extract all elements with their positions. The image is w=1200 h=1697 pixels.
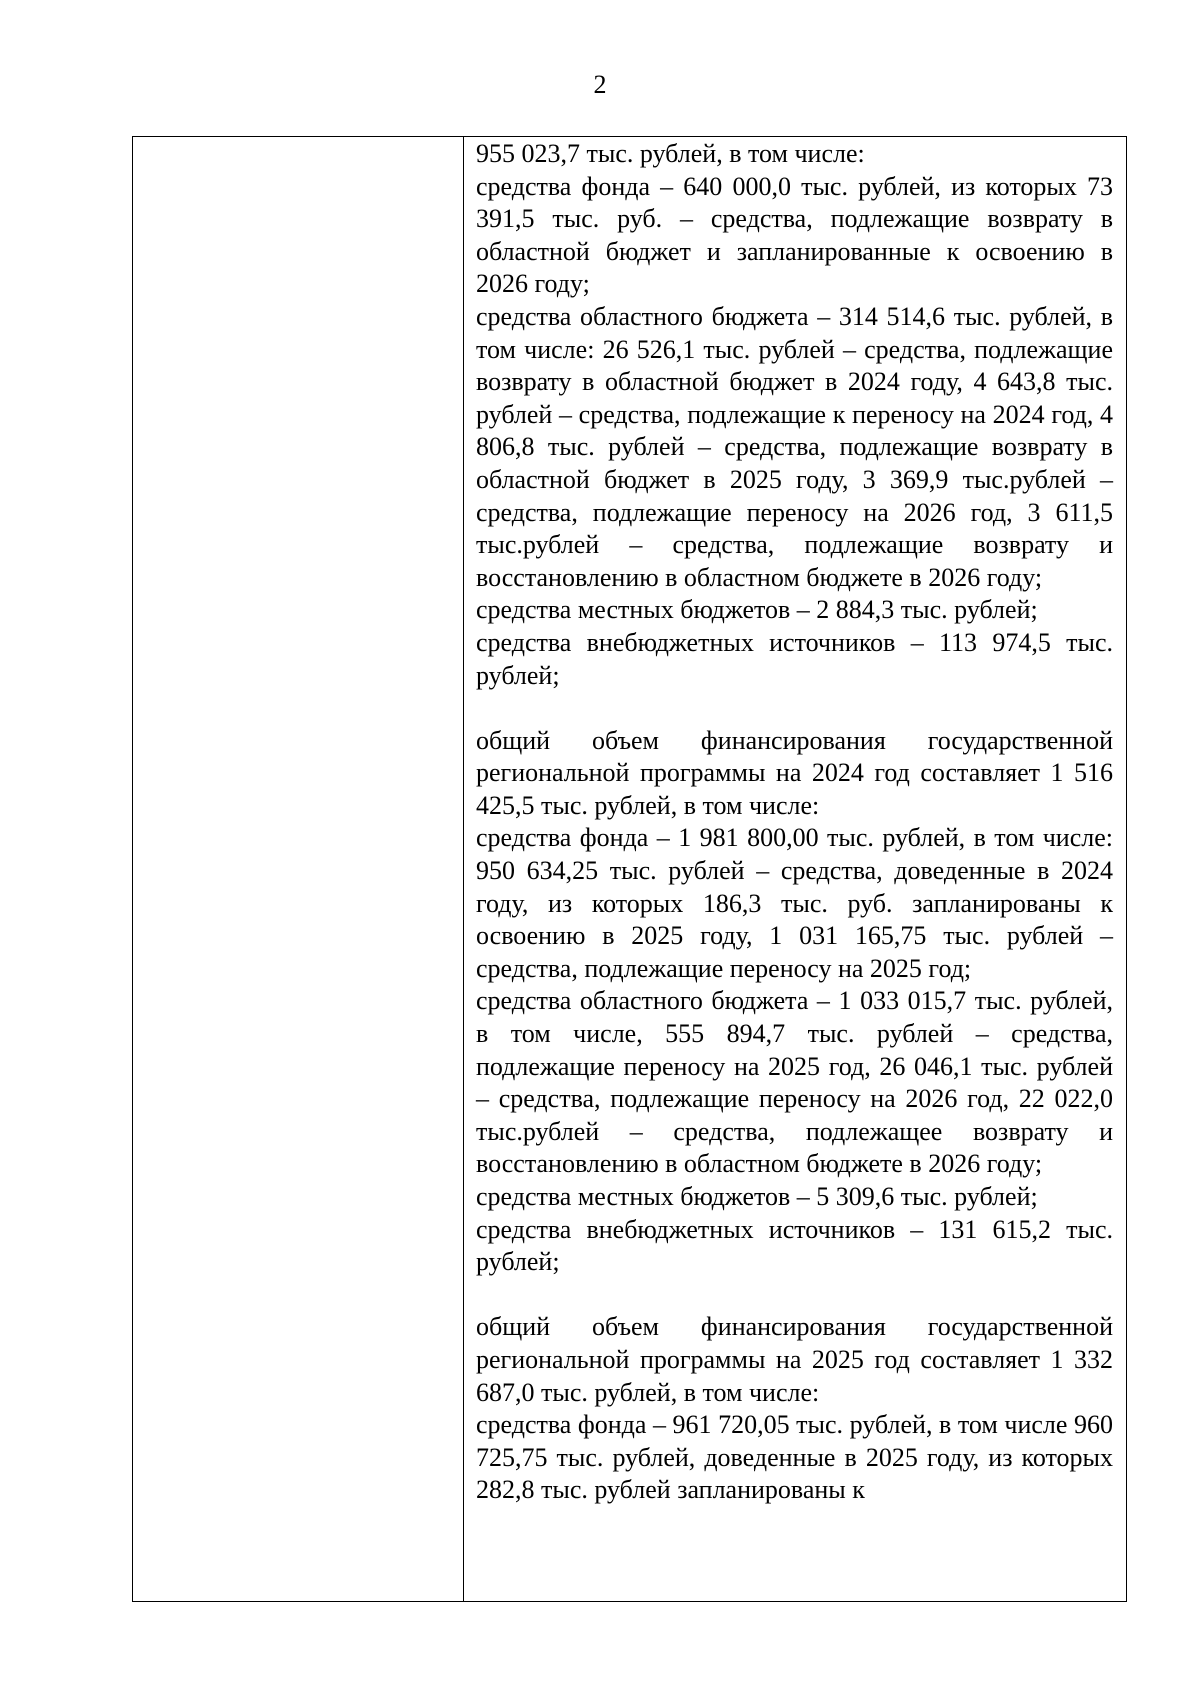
financing-table	[132, 136, 1127, 1602]
amount-line: 955 023,7 тыс. рублей, в том числе:	[476, 139, 865, 168]
table-right-cell	[464, 137, 1125, 1601]
regional-budget-paragraph: средства областного бюджета – 314 514,6 тыс. рублей, в том числе: 26 526,1 тыс. рублей – средства, подлежащие возврату в областной бюджет в 2024 году, 4 643,8 тыс. рублей – средства, подлежащие к переносу на 2024 год, 4 806,8 тыс. рублей – средства, подлежащие возврату в областной бюджет в 2025 году, 3 369,9 тыс.рублей – средства, подлежащие переносу на 2026 год, 3 611,5 тыс.рублей – средства, подлежащие возврату и восстановлению в областном бюджете в 2026 году;	[476, 301, 1113, 592]
paragraph-spacer	[476, 692, 1113, 725]
page-number: 2	[593, 70, 607, 99]
total-2025-paragraph: общий объем финансирования государственной региональной программы на 2025 год составляет 1 332 687,0 тыс. рублей, в том числе:	[476, 1312, 1113, 1407]
extrabudgetary-paragraph: средства внебюджетных источников – 113 974,5 тыс. рублей;	[476, 627, 1113, 690]
extrabudgetary-2024-paragraph: средства внебюджетных источников – 131 615,2 тыс. рублей;	[476, 1214, 1113, 1277]
fund-means-paragraph: средства фонда – 640 000,0 тыс. рублей, из которых 73 391,5 тыс. руб. – средства, подлежащие возврату в областной бюджет и запланированные к освоению в 2026 году;	[476, 171, 1113, 299]
regional-budget-2024-paragraph: средства областного бюджета – 1 033 015,7 тыс. рублей, в том числе, 555 894,7 тыс. рублей – средства, подлежащие переносу на 2025 год, 26 046,1 тыс. рублей – средства, подлежащие переносу на 2026 год, 22 022,0 тыс.рублей – средства, подлежащее возврату и восстановлению в областном бюджете в 2026 году;	[476, 986, 1113, 1179]
paragraph-spacer	[476, 1279, 1113, 1312]
local-budgets-2024-paragraph: средства местных бюджетов – 5 309,6 тыс. рублей;	[476, 1182, 1038, 1211]
local-budgets-paragraph: средства местных бюджетов – 2 884,3 тыс. рублей;	[476, 595, 1038, 625]
table-left-cell	[133, 137, 464, 1601]
total-2024-paragraph: общий объем финансирования государственной региональной программы на 2024 год составляет 1 516 425,5 тыс. рублей, в том числе:	[476, 725, 1113, 820]
fund-means-2024-paragraph: средства фонда – 1 981 800,00 тыс. рублей, в том числе: 950 634,25 тыс. рублей – средства, доведенные в 2024 году, из которых 186,3 тыс. руб. запланированы к освоению в 2025 году, 1 031 165,75 тыс. рублей – средства, подлежащие переносу на 2025 год;	[476, 823, 1113, 983]
fund-means-2025-paragraph: средства фонда – 961 720,05 тыс. рублей, в том числе 960 725,75 тыс. рублей, доведенные в 2025 году, из которых 282,8 тыс. рублей запланированы к	[476, 1410, 1113, 1505]
